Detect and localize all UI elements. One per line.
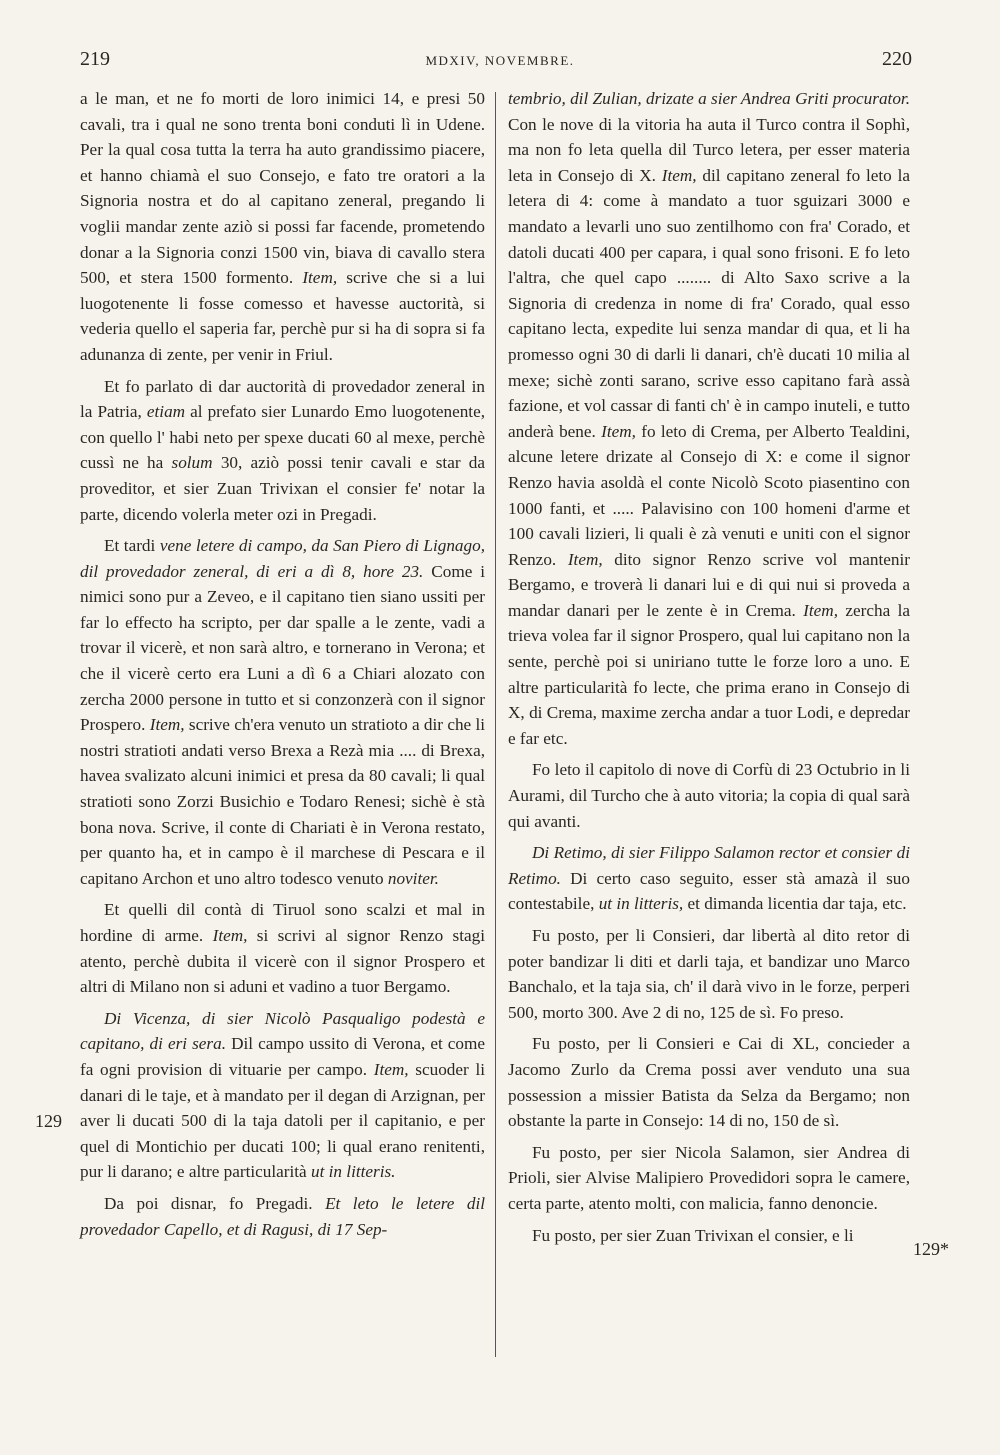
paragraph: Di Retimo, di sier Filippo Salamon rector et consier di Retimo. Di certo caso seguito, esser stà amazà il suo contestabile, ut in litteris, et dimanda licentia dar taja, etc. [508, 843, 910, 914]
running-title: MDXIV, NOVEMBRE. [425, 53, 575, 68]
left-column [80, 86, 485, 1242]
paragraph: Da poi disnar, fo Pregadi. Et leto le letere dil provedador Capello, et di Ragusi, di 17 Sep- [80, 1193, 485, 1239]
paragraph: tembrio, dil Zulian, drizate a sier Andrea Griti procurator. Con le nove di la vitoria ha auta il Turco contra il Sophì, ma non fo leta quella dil Turco letera, per esser materia leta in Consejo di X. Item, dil capitano zeneral fo leto la letera di 4: come à mandato a tuor sguizari 3000 e mandato a levarli uno suo zentilhomo con fra' Corado, et datoli ducati 400 per capara, i qual sono frisoni. E fo leto l'altra, che quel capo ........ di Alto Saxo scrive a la Signoria di credenza in nome di fra' Corado, qual esso capitano lecta, expedite lui senza mandar di qua, et li ha promesso ogni 30 di darli li danari, ch'è ducati 10 milia al mexe; sichè zonti sarano, scrive esso capitano farà assà fazione, et vol cassar di fanti ch' è in campo inuteli, e tutto anderà bene. Item, fo leto di Crema, per Alberto Tealdini, alcune letere drizate al Consejo di X: e come il signor Renzo havia asoldà el conte Nicolò Scoto piasentino con 1000 fanti, et ..... Palavisino con 100 homeni d'arme et 100 cavali lizieri, li quali è zà venuti e uniti con el signor Renzo. Item, dito signor Renzo scrive vol mantenir Bergamo, e troverà li danari lui e di qui nui si proveda a mandar danari per le zente è in Crema. Item, zercha la trieva volea far il signor Prospero, qual lui capitano non la sente, perchè poi si uniriano tutte le forze loro a uno. E altre particularità fo lecte, che prima erano in Consejo di X, di Crema, maxime zercha andar a tuor Lodi, e depredar e far etc. [508, 89, 911, 748]
paragraph: Et tardi vene letere di campo, da San Piero di Lignago, dil provedador zeneral, di eri a dì 8, hore 23. Come i nimici sono pur a Zeveo, e il capitano tien siano ussiti per far lo effecto ha scripto, per dar spalle a le zente, vadi a trovar il vicerè, et non sarà altro, e tornerano in Verona; et che il vicerè certo era Luni a dì 6 a Chiari alozato con zercha 2000 persone in tutto et si conzonzerà con il signor Prospero. Item, scrive ch'era venuto un stratioto a dir che li nostri stratioti andati verso Brexa a Rezà mia .... di Brexa, havea svalizato alcuni inimici et presa da 80 cavali; li qual stratioti sono Zorzi Busichio e Todaro Renesi; sichè è stà bona nova. Scrive, il conte di Chariati è in Verona restato, per quanto ha, et in campo è il marchese di Pescara e il capitano Archon et uno altro todesco venuto noviter. [80, 536, 486, 888]
paragraph: Di Vicenza, di sier Nicolò Pasqualigo podestà e capitano, di eri sera. Dil campo ussito di Verona, et come fa ogni provision di vituarie per campo. Item, scuoder li danari di le taje, et à mandato per il degan di Arzignan, per aver li ducati 500 di la taja datoli per il capitanio, e per quel di Montichio per ducati 100; li qual erano renitenti, pur li darano; e altre particularità ut in litteris. [80, 1008, 486, 1182]
paragraph: Fo leto il capitolo di nove di Corfù di 23 Octubrio in li Aurami, dil Turcho che à auto vitoria; la copia di qual sarà qui avanti. [508, 760, 910, 831]
paragraph: Et fo parlato di dar auctorità di provedador zeneral in la Patria, etiam al prefato sier Lunardo Emo luogotenente, con quello l' habi neto per spexe ducati 60 al mexe, perchè cussì ne ha solum 30, aziò possi tenir cavali e star da proveditor, et sier Zuan Trivixan el consier fe' notar la parte, dicendo volerla meter ozi in Pregadi. [80, 376, 486, 524]
right-column [508, 86, 910, 1248]
paragraph: Fu posto, per sier Zuan Trivixan el consier, e li [532, 1225, 854, 1245]
paragraph: Fu posto, per li Consieri e Cai di XL, concieder a Jacomo Zurlo da Crema possi aver venduto una sua possession a missier Batista da Selza da Bergamo; non obstante la parte in Consejo: 14 di no, 150 de sì. [508, 1034, 910, 1131]
paragraph: Fu posto, per li Consieri, dar libertà al dito retor di poter bandizar li diti et darli taja, et bandizar uno Marco Banchalo, et la taja sia, ch' il darà vivo in le forze, perperi 500, morto 300. Ave 2 di no, 125 de sì. Fo preso. [508, 926, 910, 1022]
paragraph: Fu posto, per sier Nicola Salamon, sier Andrea di Prioli, sier Alvise Malipiero Provedidori sopra le camere, certa parte, atento molti, con malicia, fanno denoncie. [508, 1142, 910, 1213]
left-page-number: 219 [80, 48, 110, 70]
margin-note-left: 129 [35, 1111, 62, 1131]
column-divider [495, 92, 496, 1357]
margin-note-right: 129* [913, 1239, 949, 1259]
paragraph: a le man, et ne fo morti de loro inimici 14, e presi 50 cavali, tra i qual ne sono trenta boni conduti lì in Udene. Per la qual cosa tutta la terra ha auto grandissimo piacere, et hanno chiamà el suo Consejo, e fato tre oratori a la Signoria nostra et do al capitano zeneral, pregando li voglii mandar zente aziò si possi far facende, prometendo donar a la Signoria conzi 1500 vin, biava di cavallo stera 500, et stera 1500 formento. Item, scrive che si a lui luogotenente li fosse comesso et havesse auctorità, si vederia quello el saperia far, perchè pur si ha di sopra si fa adunanza di zente, per venir in Friul. [80, 89, 485, 364]
paragraph: Et quelli dil contà di Tiruol sono scalzi et mal in hordine di arme. Item, si scrivi al signor Renzo stagi atento, perchè dubita il vicerè con il signor Prospero et altri di Milano non si aduni et vadino a tuor Bergamo. [80, 900, 485, 997]
right-page-number: 220 [882, 48, 912, 70]
